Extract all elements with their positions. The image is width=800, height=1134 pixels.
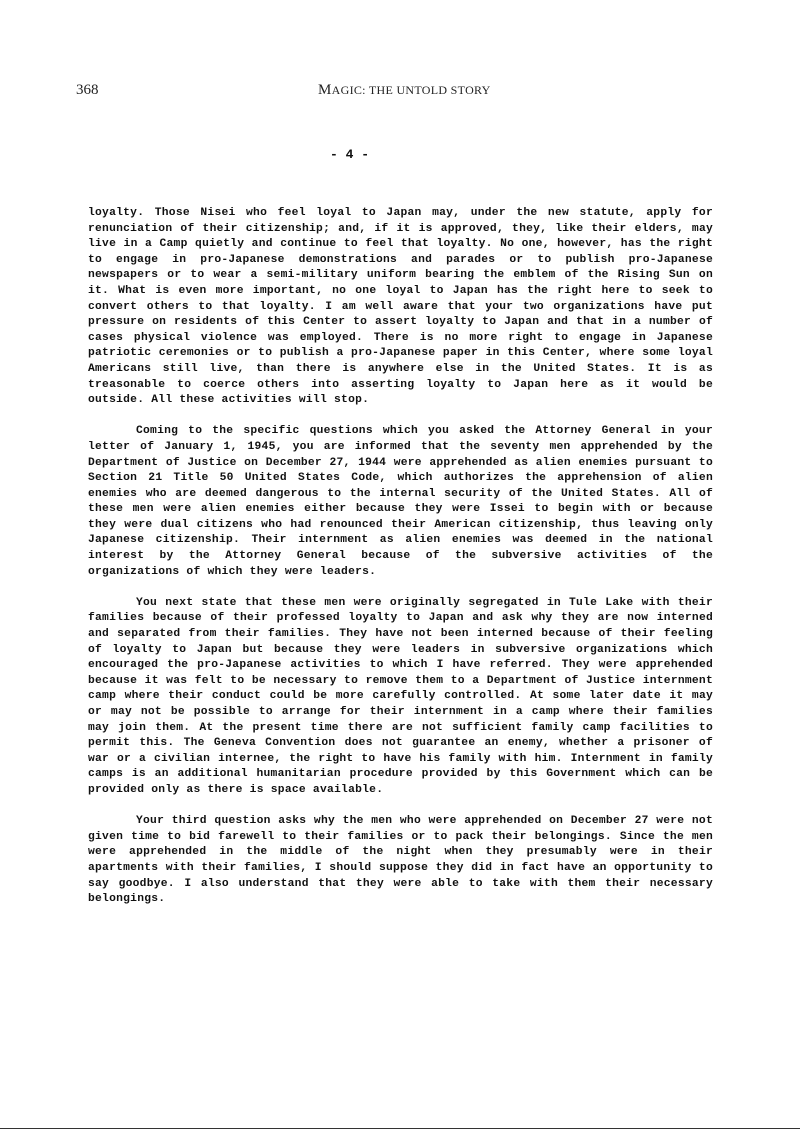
- bottom-rule: [0, 1128, 800, 1129]
- running-head-part: S: [447, 83, 458, 97]
- running-head-part: AGIC: T: [331, 83, 377, 97]
- running-head-part: HE: [376, 83, 394, 97]
- paragraph: loyalty. Those Nisei who feel loyal to Japan may, under the new statute, apply for renunciation of their citizenship; and, if it is approved, they, like their elders, may live in a Camp quietly and continue to feel that loyalty. No one, however, has the right to engage in pro-Japanese demonstrations and parades or to publish pro-Japanese newspapers or to wear a semi-military uniform bearing the emblem of the Rising Sun on it. What is even more important, no one loyal to Japan has the right here to seek to convert others to that loyalty. I am well aware that your two organizations have put pressure on residents of this Center to assert loyalty to Japan and that in a number of cases physical violence was employed. There is no more right to engage in Japanese patriotic ceremonies or to publish a pro-Japanese paper in this Center, where some loyal Americans still live, than there is anywhere else in the United States. It is as treasonable to coerce others into asserting loyalty to Japan here as it would be outside. All these activities will stop.: [88, 207, 713, 407]
- paragraph: Coming to the specific questions which you asked the Attorney General in your letter of January 1, 1945, you are informed that the seventy men apprehended by the Department of Justice on December 27, 1944 were apprehended as alien enemies pursuant to Section 21 Title 50 United States Code, which authorizes the apprehension of alien enemies who are deemed dangerous to the internal security of the United States. All of these men were alien enemies either because they were Issei to begin with or because they were dual citizens who had renounced their American citizenship, thus leaving only Japanese citizenship. Their internment as alien enemies was deemed in the national interest by the Attorney General because of the subversive activities of the organizations of which they were leaders.: [88, 425, 713, 578]
- running-head-part: U: [393, 83, 406, 97]
- running-head-part: TORY: [457, 83, 491, 97]
- letter-body: [88, 206, 713, 923]
- running-head-part: M: [318, 82, 332, 98]
- letter-page-label: - 4 -: [330, 147, 370, 162]
- paragraph: You next state that these men were originally segregated in Tule Lake with their families because of their professed loyalty to Japan and ask why they are now interned and separated from their families. They have not been interned because of their feeling of loyalty to Japan but because they were leaders in subversive organizations which encouraged the pro-Japanese activities to which I have referred. They were apprehended because it was felt to be necessary to remove them to a Department of Justice internment camp where their conduct could be more carefully controlled. At some later date it may or may not be possible to arrange for their internment in a camp where their families may join them. At the present time there are not sufficient family camp facilities to permit this. The Geneva Convention does not guarantee an enemy, whether a prisoner of war or a civilian internee, the right to have his family with him. Internment in family camps is an additional humanitarian procedure provided by this Government which can be provided only as there is space available.: [88, 596, 713, 796]
- running-head: [318, 82, 491, 99]
- running-head-part: NTOLD: [405, 83, 448, 97]
- paragraph: Your third question asks why the men who were apprehended on December 27 were not given time to bid farewell to their families or to pack their belongings. Since the men were apprehended in the middle of the night when they presumably were in their apartments with their families, I should suppose they did in fact have an opportunity to say goodbye. I also understand that they were able to take with them their necessary belongings.: [88, 815, 713, 906]
- page-number: 368: [76, 82, 99, 98]
